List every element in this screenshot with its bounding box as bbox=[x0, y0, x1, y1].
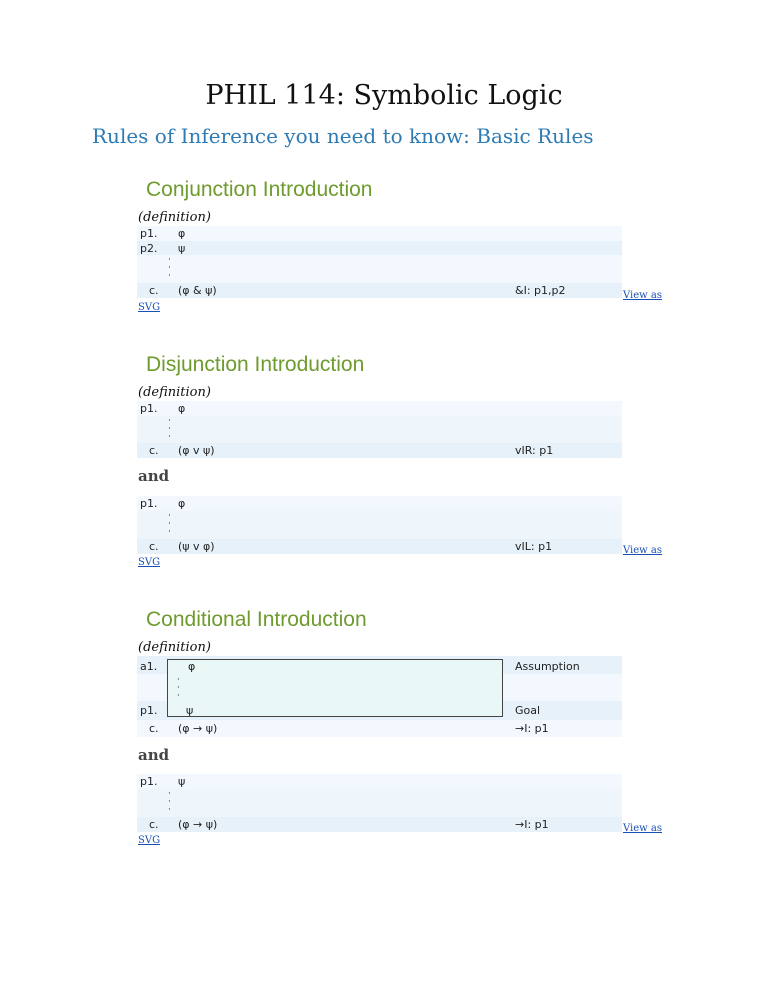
vertical-ellipsis-icon: · · · bbox=[168, 511, 171, 537]
line-label: p1. bbox=[140, 227, 158, 240]
proof-line-assumption bbox=[137, 660, 622, 674]
section-heading: Disjunction Introduction bbox=[146, 353, 365, 376]
line-label: c. bbox=[149, 722, 159, 735]
proof-row-ellipsis bbox=[137, 789, 622, 817]
line-label: p1. bbox=[140, 402, 158, 415]
line-label: c. bbox=[149, 284, 159, 297]
line-formula: (ψ v φ) bbox=[178, 540, 215, 553]
line-formula: (φ & ψ) bbox=[178, 284, 217, 297]
vertical-ellipsis-icon: · · · bbox=[168, 789, 171, 815]
view-as-svg-link-continued[interactable]: SVG bbox=[138, 835, 161, 846]
proof-row-conclusion bbox=[137, 817, 622, 832]
and-separator: and bbox=[138, 467, 170, 485]
proof-row-ellipsis bbox=[137, 511, 622, 539]
line-label: p1. bbox=[140, 704, 158, 717]
line-formula: ψ bbox=[178, 242, 186, 255]
proof-row-ellipsis bbox=[137, 416, 622, 443]
line-justification: →I: p1 bbox=[515, 818, 549, 831]
proof-row-conclusion bbox=[137, 283, 622, 298]
line-justification: vIL: p1 bbox=[515, 540, 553, 553]
view-as-svg-link[interactable]: View as bbox=[623, 823, 662, 834]
section-heading: Conjunction Introduction bbox=[146, 178, 373, 201]
proof-table bbox=[137, 774, 622, 832]
line-label: p1. bbox=[140, 775, 158, 788]
proof-row-ellipsis bbox=[137, 255, 622, 283]
view-as-svg-link-continued[interactable]: SVG bbox=[138, 302, 161, 313]
page-subtitle: Rules of Inference you need to know: Basic Rules bbox=[92, 124, 594, 148]
line-justification: Assumption bbox=[515, 660, 580, 673]
proof-row bbox=[137, 774, 622, 789]
line-label: c. bbox=[149, 818, 159, 831]
vertical-ellipsis-icon: · · · bbox=[168, 255, 171, 281]
proof-row bbox=[137, 226, 622, 241]
and-separator: and bbox=[138, 746, 170, 764]
view-as-svg-link[interactable]: View as bbox=[623, 545, 662, 556]
line-formula: φ bbox=[188, 660, 196, 673]
proof-row bbox=[137, 496, 622, 511]
view-as-svg-link-continued[interactable]: SVG bbox=[138, 557, 161, 568]
line-label: c. bbox=[149, 444, 159, 457]
line-formula: ψ bbox=[186, 704, 194, 717]
line-label: c. bbox=[149, 540, 159, 553]
line-justification: vIR: p1 bbox=[515, 444, 554, 457]
proof-table bbox=[137, 656, 622, 737]
line-justification: &I: p1,p2 bbox=[515, 284, 566, 297]
proof-table bbox=[137, 496, 622, 554]
definition-label: (definition) bbox=[138, 385, 211, 400]
proof-table bbox=[137, 401, 622, 458]
line-justification: Goal bbox=[515, 704, 541, 717]
line-label: p2. bbox=[140, 242, 158, 255]
page-title: PHIL 114: Symbolic Logic bbox=[205, 80, 563, 111]
proof-line-conclusion bbox=[137, 722, 622, 736]
line-formula: φ bbox=[178, 497, 186, 510]
definition-label: (definition) bbox=[138, 210, 211, 225]
vertical-ellipsis-icon: · · · bbox=[177, 675, 180, 701]
proof-row-conclusion bbox=[137, 443, 622, 458]
line-formula: φ bbox=[178, 227, 186, 240]
line-formula: (φ → ψ) bbox=[178, 818, 218, 831]
line-justification: →I: p1 bbox=[515, 722, 549, 735]
line-label: a1. bbox=[140, 660, 158, 673]
section-heading: Conditional Introduction bbox=[146, 608, 367, 631]
proof-row bbox=[137, 241, 622, 255]
view-as-svg-link[interactable]: View as bbox=[623, 290, 662, 301]
definition-label: (definition) bbox=[138, 640, 211, 655]
line-formula: (φ v ψ) bbox=[178, 444, 215, 457]
line-formula: (φ → ψ) bbox=[178, 722, 218, 735]
line-formula: ψ bbox=[178, 775, 186, 788]
line-label: p1. bbox=[140, 497, 158, 510]
proof-row bbox=[137, 401, 622, 416]
proof-row-conclusion bbox=[137, 539, 622, 554]
line-formula: φ bbox=[178, 402, 186, 415]
proof-table bbox=[137, 226, 622, 298]
proof-line-goal bbox=[137, 704, 622, 718]
vertical-ellipsis-icon: · · · bbox=[168, 416, 171, 442]
